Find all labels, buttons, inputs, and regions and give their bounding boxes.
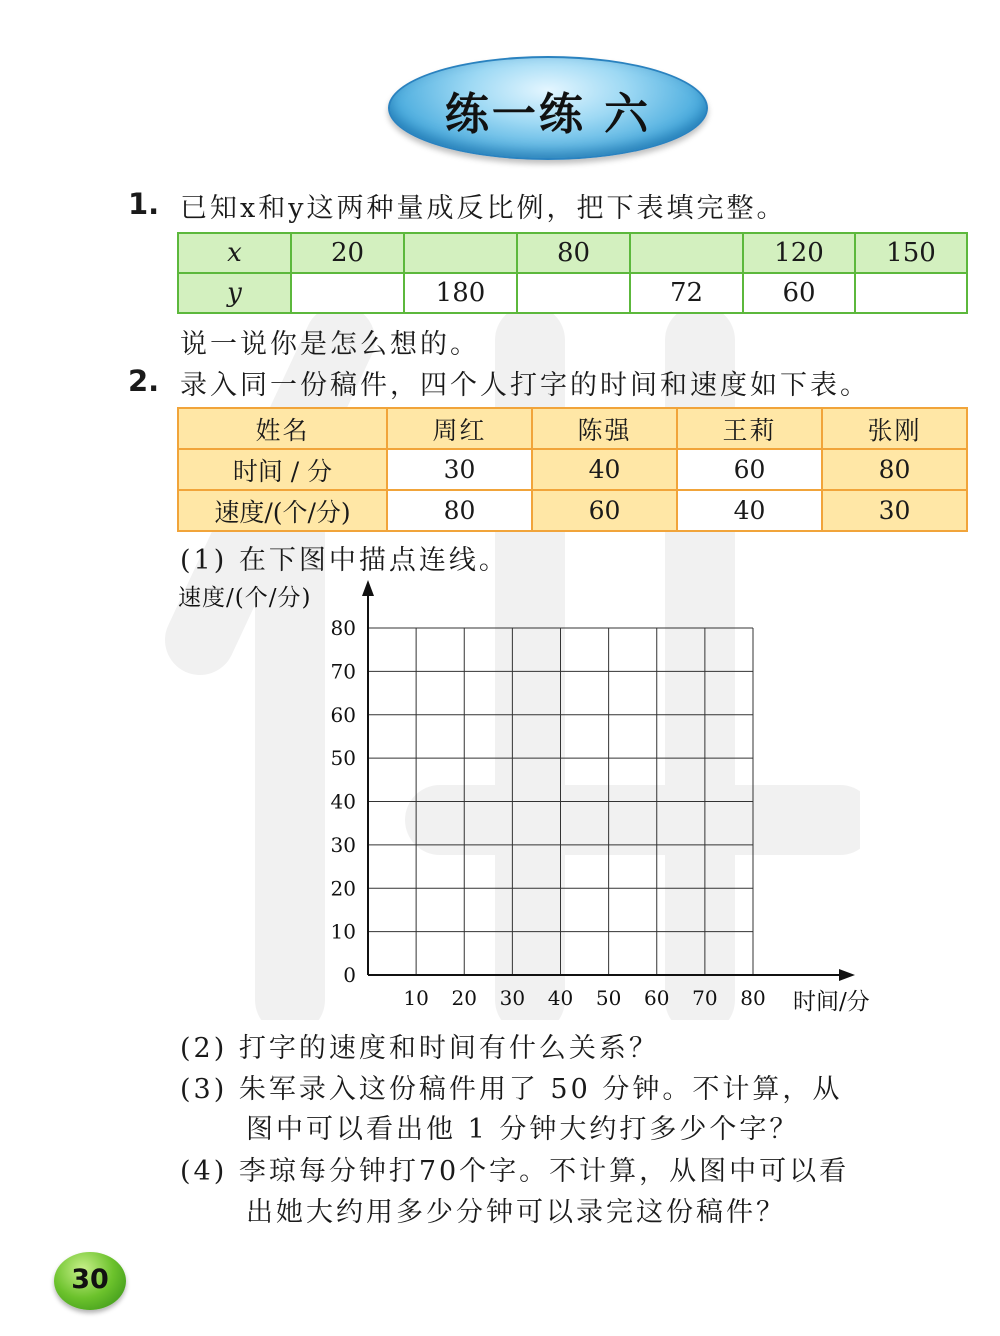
y-tick-label: 0 [343, 963, 356, 987]
q2-header-cell: 周红 [387, 408, 532, 449]
q2-speed-row [178, 490, 967, 531]
x-tick-label: 30 [499, 986, 526, 1010]
q2-header-cell: 王莉 [677, 408, 822, 449]
y-tick-label: 70 [330, 659, 356, 684]
q2-time-cell: 80 [822, 449, 967, 490]
q2-table [177, 407, 968, 532]
x-tick-label: 80 [740, 986, 766, 1010]
q2-speed-cell: 60 [532, 490, 677, 531]
y-tick-label: 30 [330, 832, 356, 857]
q1-x-cell: 80 [517, 233, 630, 273]
y-tick-label: 50 [330, 746, 356, 771]
q2-time-cell: 30 [387, 449, 532, 490]
q2-time-label: 时间 / 分 [178, 449, 387, 490]
q1-x-label: x [178, 233, 291, 273]
y-tick-label: 80 [330, 616, 356, 640]
page-number: 30 [71, 1264, 109, 1295]
q2-time-row [178, 449, 967, 490]
y-tick-label: 20 [330, 876, 356, 901]
y-tick-label: 10 [330, 919, 356, 944]
q1-x-cell: 120 [743, 233, 855, 273]
q2-time-cell: 40 [532, 449, 677, 490]
x-axis-label: 时间/分 [793, 989, 870, 1015]
q2-speed-cell: 40 [677, 490, 822, 531]
x-tick-label: 10 [403, 986, 429, 1010]
q1-y-cell [291, 273, 404, 313]
y-tick-label: 60 [330, 702, 356, 727]
question-2-sub3-line2: 图中可以看出他 1 分钟大约打多少个字？ [246, 1114, 800, 1145]
q1-y-label: y [178, 273, 291, 313]
q2-header-cell: 陈强 [532, 408, 677, 449]
question-2-number: 2. [128, 364, 160, 398]
page-number-badge [54, 1252, 126, 1310]
q2-speed-cell: 30 [822, 490, 967, 531]
page-title: 练一练 六 [444, 89, 652, 140]
question-1-followup: 说一说你是怎么想的。 [180, 329, 480, 360]
q1-x-cell: 150 [855, 233, 967, 273]
x-tick-label: 60 [644, 986, 670, 1010]
question-1-text: 已知x和y这两种量成反比例，把下表填完整。 [180, 193, 787, 224]
q1-y-cell: 72 [630, 273, 743, 313]
x-tick-label: 40 [547, 986, 574, 1010]
q1-row-x [178, 233, 967, 273]
q2-speed-label: 速度/(个/分) [178, 490, 387, 531]
title-banner [388, 56, 708, 160]
speed-time-chart [170, 575, 900, 1025]
q1-y-cell: 60 [743, 273, 855, 313]
question-1-number: 1. [128, 187, 160, 221]
q2-header-row [178, 408, 967, 449]
q1-table [177, 232, 968, 314]
q1-x-cell [404, 233, 517, 273]
question-2-text: 录入同一份稿件，四个人打字的时间和速度如下表。 [180, 370, 870, 401]
question-2-sub1: (1) 在下图中描点连线。 [180, 545, 509, 576]
q2-header-cell: 姓名 [178, 408, 387, 449]
q1-y-cell [517, 273, 630, 313]
x-tick-label: 50 [595, 986, 622, 1010]
q1-x-cell: 20 [291, 233, 404, 273]
q1-row-y [178, 273, 967, 313]
q1-y-cell: 180 [404, 273, 517, 313]
q1-x-cell [630, 233, 743, 273]
y-axis-label: 速度/(个/分) [178, 585, 312, 611]
question-2-sub4-line2: 出她大约用多少分钟可以录完这份稿件？ [246, 1197, 786, 1228]
question-2-sub3-line1: (3) 朱军录入这份稿件用了 50 分钟。不计算，从 [180, 1074, 843, 1105]
x-axis-arrow [839, 969, 855, 981]
x-tick-label: 20 [451, 986, 477, 1010]
q2-time-cell: 60 [677, 449, 822, 490]
y-axis-arrow [362, 580, 374, 596]
y-tick-label: 40 [330, 789, 356, 814]
x-tick-label: 70 [692, 986, 718, 1010]
q2-header-cell: 张刚 [822, 408, 967, 449]
question-2-sub4-line1: (4) 李琼每分钟打70个字。不计算，从图中可以看 [180, 1156, 850, 1187]
q1-y-cell [855, 273, 967, 313]
q2-speed-cell: 80 [387, 490, 532, 531]
question-2-sub2: (2) 打字的速度和时间有什么关系？ [180, 1033, 659, 1064]
